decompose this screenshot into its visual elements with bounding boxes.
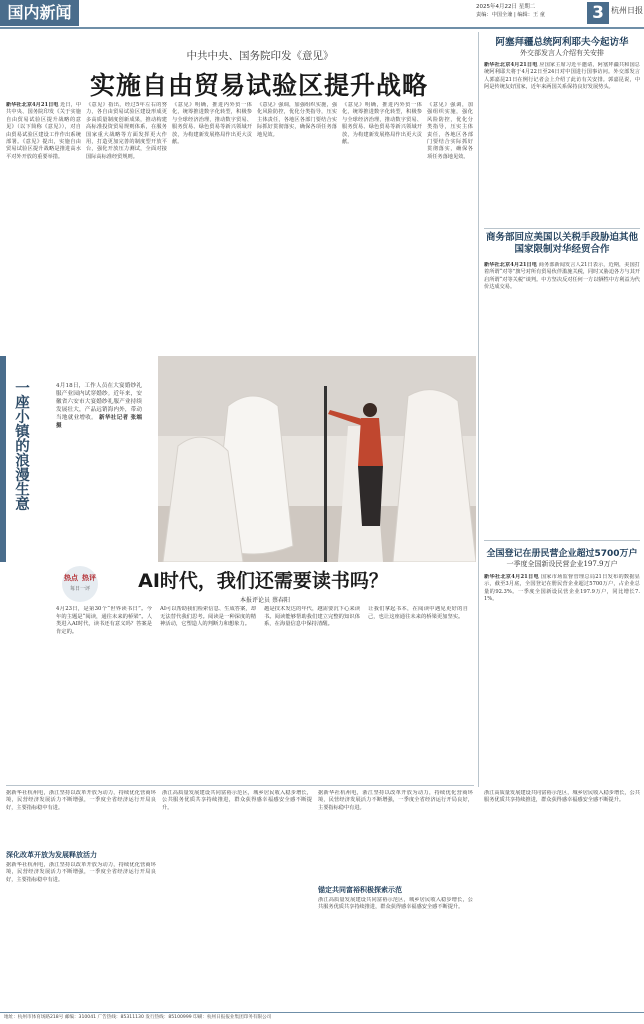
page-number: 3 xyxy=(587,2,609,24)
bottom-body-b1: 浙江高质量发展建设共同富裕示范区，城乡居民收入稳步增长，公共服务优质共享持续推进，群众获得感幸福感安全感不断提升。 xyxy=(162,790,312,811)
badge-sub: 每日一评 xyxy=(69,586,90,592)
right-story-1-body xyxy=(484,62,640,224)
feature-column-4 xyxy=(368,606,468,782)
feature-body-c3: 越是技术发达的年代，越需要沉下心来读书。阅读能够帮助我们建立完整的知识体系，在海量信息中保持清醒。 xyxy=(264,606,360,628)
feature-bottom-rule xyxy=(6,785,474,786)
lead-column-3 xyxy=(172,102,252,350)
wedding-dress-photo xyxy=(158,356,476,562)
lead-column-4 xyxy=(257,102,337,350)
badge-watch: 热评 xyxy=(82,574,96,582)
feature-body-c2: AI可以帮助我们检索信息、生成答案，却无法替代我们思考。阅读是一种深度的精神活动，它塑造人的判断力和想象力。 xyxy=(160,606,256,628)
photo-story xyxy=(0,356,476,562)
badge-hot: 热点 xyxy=(64,574,78,582)
date-line: 2025年4月22日 星期二 xyxy=(476,4,536,10)
photo-caption xyxy=(56,382,142,542)
lead-intro: 近日，中共中央、国务院印发《关于实施自由贸易试验区提升战略的意见》（以下简称《意见》），对自由贸易试验区建设工作作出系统部署。《意见》提出，实施自由贸易试验区提升战略是推进高水平对外开放的重要举措。 xyxy=(6,102,81,160)
photo-title: 一座小镇的浪漫生意 xyxy=(13,380,30,511)
right-story-2-body xyxy=(484,262,640,538)
lead-column-1 xyxy=(6,102,81,350)
footer-rule xyxy=(0,1012,644,1013)
footer-text: 地址：杭州市体育场路218号 邮编：310041 广告热线：85311130 发行热线：85100999 印刷：杭州日报报业集团印务有限公司 xyxy=(4,1015,272,1020)
right-rule-2 xyxy=(484,540,640,541)
right-story-3-sub: 一季度全国新设民营企业197.9万户 xyxy=(506,560,618,568)
lead-column-6 xyxy=(427,102,473,350)
bottom-body-a3: 据新华社杭州电，浙江坚持以改革开放为动力，持续优化营商环境，民营经济发展活力不断增强，一季度全省经济运行开局良好，主要指标稳中有进。 xyxy=(318,790,473,811)
feature-body-c1: 4月23日，是第30个“世界读书日”。今年的主题是“阅读，通往未来的桥梁”。人类进入AI时代，读书还有意义吗？答案是肯定的。 xyxy=(56,606,152,635)
bottom-body-b3: 浙江高质量发展建设共同富裕示范区，城乡居民收入稳步增长，公共服务优质共享持续推进，群众获得感幸福感安全感不断提升。 xyxy=(484,790,640,804)
paper-name: 杭州日报 xyxy=(611,6,643,15)
feature-author: 本报评论员 蔡春阳 xyxy=(240,597,290,604)
section-label: 国内新闻 xyxy=(0,0,79,26)
right-rule-1 xyxy=(484,228,640,229)
editor-line: 责编：中国全兼 | 编辑：王 童 xyxy=(476,12,545,18)
badge-circle xyxy=(62,566,98,602)
photo-caption-text: 4月18日，工作人员在大宴婚纱礼服产业园内试穿婚纱。近年来，安徽省六安市大宴婚纱礼服产业持续发展壮大，产品远销海内外，带动当地就业增收。 xyxy=(56,383,142,421)
bottom-column-3b xyxy=(318,897,473,1010)
bottom-column-4 xyxy=(484,790,640,1010)
right-story-1-dateline: 新华社北京4月21日电 xyxy=(484,62,538,68)
lead-kicker: 中共中央、国务院印发《意见》 xyxy=(186,50,334,62)
photo-credit: 新华社记者 张端 摄 xyxy=(56,415,142,429)
right-story-1-headline: 阿塞拜疆总统阿利耶夫今起访华 xyxy=(495,37,629,48)
bottom-body-a1: 据新华社杭州电，浙江坚持以改革开放为动力，持续优化营商环境，民营经济发展活力不断增强，一季度全省经济运行开局良好，主要指标稳中有进。 xyxy=(6,790,156,811)
feature-column-1 xyxy=(56,606,152,782)
right-story-3-text: 国家市场监督管理总局21日发布的数据显示，截至3月底，全国登记在册民营企业超过5700万户，占企业总量的92.3%。一季度全国新设民营企业197.9万户，同比增长7.1%。 xyxy=(484,574,640,603)
lead-column-2 xyxy=(86,102,167,350)
masthead-rule xyxy=(0,27,644,29)
bottom-body-a2: 据新华社杭州电，浙江坚持以改革开放为动力，持续优化营商环境，民营经济发展活力不断增强，一季度全省经济运行开局良好，主要指标稳中有进。 xyxy=(6,862,156,883)
right-story-3-dateline: 新华社北京4月21日电 xyxy=(484,574,539,580)
right-story-3-headline: 全国登记在册民营企业超过5700万户 xyxy=(486,549,638,559)
right-story-2-headline: 商务部回应美国以关税手段胁迫其他国家限制对华经贸合作 xyxy=(485,232,638,255)
feature-column-2 xyxy=(160,606,256,782)
masthead xyxy=(0,0,644,30)
lead-body-more: 《意见》指出，经过5年左右的努力，各自由贸易试验区建设形成更多高质量制度创新成果，推动构建高标准投资贸易规则体系，在服务国家重大战略等方面发挥更大作用，打造更加完善的制度型开放平台，强化开放压力测试，全面对接国际高标准经贸规则。 xyxy=(86,102,167,160)
right-story-1-text: 应国家主席习近平邀请，阿塞拜疆共和国总统阿利耶夫将于4月22日至24日对中国进行国事访问。外交部发言人郭嘉昆21日在例行记者会上介绍了此访有关安排。郭嘉昆说，中阿是传统友好国家，近年来两国关系保持良好发展势头。 xyxy=(484,62,640,91)
bottom-column-3 xyxy=(318,790,473,882)
feature-headline: AI时代，我们还需要读书吗？ xyxy=(138,570,388,592)
bottom-column-2 xyxy=(162,790,312,1010)
lead-body-c4b: 《意见》强调，加强组织实施，强化风险防控，优化分类指导，压实主体责任，各地区各部门要结合实际抓好贯彻落实，确保各项任务落地见效。 xyxy=(427,102,473,160)
lead-headline: 实施自由贸易试验区提升战略 xyxy=(89,71,428,100)
feature-column-3 xyxy=(264,606,360,782)
bottom-heading-a: 深化改革开放为发展释放活力 xyxy=(6,851,97,859)
right-story-3-body xyxy=(484,574,640,784)
right-story-2-dateline: 新华社北京4月21日电 xyxy=(484,262,538,268)
lead-column-5 xyxy=(342,102,422,350)
right-column-divider xyxy=(478,32,479,787)
bottom-heading-b: 锚定共同富裕积极探索示范 xyxy=(318,886,402,894)
bottom-column-1b xyxy=(6,862,156,1010)
right-story-2-text: 商务部新闻发言人21日表示，近期，美国打着所谓“对等”旗号对所有贸易伙伴滥施关税，同时又胁迫各方与其开启所谓“对等关税”谈判。中方坚决反对任何一方以牺牲中方利益为代价达成交易。 xyxy=(484,262,640,291)
lead-body-c4: 《意见》强调，加强组织实施，强化风险防控，优化分类指导，压实主体责任，各地区各部门要结合实际抓好贯彻落实，确保各项任务落地见效。 xyxy=(257,102,337,138)
lead-body-c3: 《意见》明确，推进内外贸一体化，统筹推进数字化转型，积极参与全球经济治理，推动数字贸易、服务贸易、绿色贸易等新兴领域开放，为构建新发展格局作出更大贡献。 xyxy=(172,102,252,146)
lead-dateline: 新华社北京4月21日电 xyxy=(6,102,59,108)
bottom-body-b2: 浙江高质量发展建设共同富裕示范区，城乡居民收入稳步增长，公共服务优质共享持续推进，群众获得感幸福感安全感不断提升。 xyxy=(318,897,473,911)
feature-badge xyxy=(58,566,102,602)
feature-body-c4: 让我们拿起书本，在阅读中遇见更好的自己，也让这座通往未来的桥梁更加坚实。 xyxy=(368,606,468,620)
bottom-column-1 xyxy=(6,790,156,848)
right-story-1-sub: 外交部发言人介绍有关安排 xyxy=(520,49,604,57)
lead-body-c3b: 《意见》明确，推进内外贸一体化，统筹推进数字化转型，积极参与全球经济治理，推动数字贸易、服务贸易、绿色贸易等新兴领域开放，为构建新发展格局作出更大贡献。 xyxy=(342,102,422,146)
